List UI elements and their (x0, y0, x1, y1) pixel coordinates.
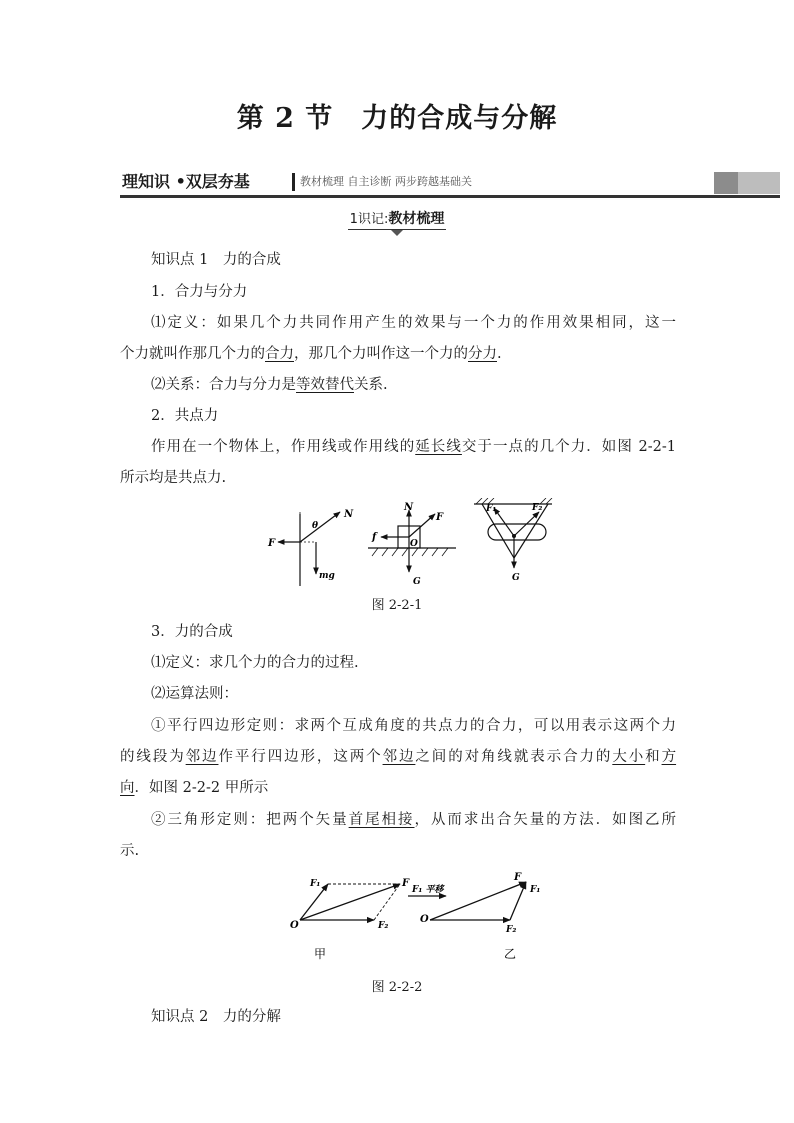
answer-underline: 大小 (612, 749, 646, 765)
banner-divider (292, 173, 295, 191)
section-1-heading: 1．合力与分力 (151, 284, 248, 300)
label-F1-shift: F₁ 平移 (412, 885, 444, 895)
label-F: F (402, 878, 410, 889)
answer-underline: 向 (120, 780, 135, 796)
label-G: G (413, 577, 421, 587)
banner-block-light (738, 172, 780, 194)
label-N: N (404, 502, 414, 513)
parallelogram-line-2: 的线段为邻边作平行四边形，这两个邻边之间的对角线就表示合力的大小和方 (120, 749, 677, 765)
label-F2: F₂ (532, 503, 543, 513)
section-banner (120, 170, 780, 198)
label-jia: 甲 (314, 947, 327, 961)
label-theta: θ (312, 521, 319, 531)
figure-2-2-2 (282, 870, 562, 962)
label-F: F (436, 512, 444, 523)
parallelogram-line-3: 向．如图 2-2-2 甲所示 (120, 780, 269, 796)
knowledge-point-1-heading: 知识点 1 力的合成 (151, 252, 281, 268)
answer-underline: 等效替代 (296, 377, 354, 393)
label-F2: F₂ (506, 925, 517, 935)
banner-block-dark (714, 172, 738, 194)
label-F2: F₂ (378, 921, 389, 931)
label-F1: F₁ (530, 885, 541, 895)
sub-heading-text: 教材梳理 (388, 211, 445, 227)
figure-2-2-1-caption: 图 2-2-1 (371, 598, 423, 613)
figure-2-2-2-caption: 图 2-2-2 (371, 980, 423, 995)
sub-heading (0, 208, 794, 230)
answer-underline: 邻边 (382, 749, 416, 765)
synthesis-definition: ⑴定义：求几个力的合力的过程. (151, 655, 359, 671)
page-title: 第 2 节 力的合成与分解 (236, 103, 558, 134)
diagram-parallelogram (290, 878, 410, 931)
knowledge-point-2-heading: 知识点 2 力的分解 (151, 1009, 281, 1025)
section-3-heading: 3．力的合成 (151, 624, 233, 640)
banner-rule (120, 195, 780, 198)
answer-underline: 方 (661, 749, 677, 765)
banner-label: 理知识 •双层夯基 (122, 172, 250, 191)
synthesis-rules: ⑵运算法则： (151, 686, 238, 702)
triangle-line-1: ②三角形定则：把两个矢量首尾相接，从而求出合矢量的方法．如图乙所 (151, 812, 677, 828)
label-yi: 乙 (504, 947, 517, 961)
banner-subtitle: 教材梳理 自主诊断 两步跨越基础关 (300, 175, 472, 188)
label-mg: mg (319, 571, 335, 581)
definition-line-2: 个力就叫作那几个力的合力，那几个力叫作这一个力的分力. (120, 346, 502, 362)
diagram-hanging-forces (474, 498, 552, 583)
answer-underline: 邻边 (185, 749, 219, 765)
diagram-triangle (420, 872, 540, 935)
definition-line-1: ⑴定义：如果几个力共同作用产生的效果与一个力的作用效果相同，这一 (151, 315, 676, 331)
answer-underline: 延长线 (415, 439, 462, 455)
label-N: N (344, 509, 354, 520)
answer-underline: 合力 (265, 346, 294, 362)
label-O: O (420, 914, 429, 925)
label-f: f (372, 532, 377, 543)
diagram-block-forces (368, 502, 456, 587)
concurrent-line-2: 所示均是共点力. (120, 470, 227, 486)
label-F: F (514, 872, 522, 883)
figure-2-2-1 (260, 498, 560, 590)
label-F1: F₁ (310, 879, 321, 889)
label-O: O (410, 539, 418, 549)
parallelogram-line-1: ①平行四边形定则：求两个互成角度的共点力的合力，可以用表示这两个力 (151, 718, 676, 734)
sub-heading-prefix: 1识记: (349, 212, 389, 227)
diagram-incline-forces (267, 509, 354, 586)
label-F: F (268, 538, 276, 549)
label-F1: F₁ (486, 504, 497, 514)
answer-underline: 分力 (468, 346, 497, 362)
section-2-heading: 2．共点力 (151, 408, 219, 424)
answer-underline: 首尾相接 (348, 812, 415, 828)
concurrent-line-1: 作用在一个物体上，作用线或作用线的延长线交于一点的几个力．如图 2-2-1 (151, 439, 677, 455)
shift-arrow (408, 884, 446, 896)
triangle-line-2: 示. (120, 843, 140, 859)
label-G: G (512, 573, 520, 583)
relation-line: ⑵关系：合力与分力是等效替代关系. (151, 377, 388, 393)
down-triangle-icon (391, 230, 403, 236)
label-O: O (290, 920, 299, 931)
